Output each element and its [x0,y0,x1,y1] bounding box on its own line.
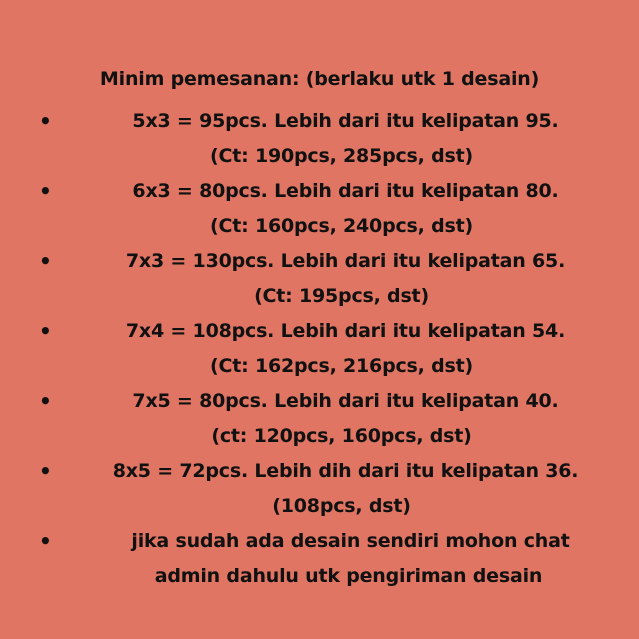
minimum-order-list [0,104,639,594]
rule-item-7x3 [0,244,639,314]
bullet-icon: • [39,179,52,203]
rule-main-text: 7x4 = 108pcs. Lebih dari itu kelipatan 54. [125,320,566,342]
bullet-icon: • [39,389,52,413]
bullet-icon: • [39,529,52,553]
bullet-icon: • [39,319,52,343]
rule-main-text: 5x3 = 95pcs. Lebih dari itu kelipatan 95. [132,110,559,132]
bullet-icon: • [39,459,52,483]
minimum-order-heading: Minim pemesanan: (berlaku utk 1 desain) [99,68,540,90]
rule-example-text: (ct: 120pcs, 160pcs, dst) [211,425,472,447]
note-text-line-2: admin dahulu utk pengiriman desain [154,565,543,587]
rule-example-text: (Ct: 162pcs, 216pcs, dst) [210,355,473,377]
note-text-line-1: jika sudah ada desain sendiri mohon chat [131,530,570,552]
rule-item-6x3 [0,174,639,244]
rule-item-5x3 [0,104,639,174]
bullet-icon: • [39,109,52,133]
rule-main-text: 8x5 = 72pcs. Lebih dih dari itu kelipatan 36. [112,460,579,482]
rule-example-text: (Ct: 195pcs, dst) [254,285,429,307]
bullet-icon: • [39,249,52,273]
rule-item-8x5 [0,454,639,524]
rule-example-text: (Ct: 160pcs, 240pcs, dst) [210,215,473,237]
rule-item-own-design-note [0,524,639,594]
rule-item-7x4 [0,314,639,384]
rule-main-text: 7x5 = 80pcs. Lebih dari itu kelipatan 40. [132,390,559,412]
rule-example-text: (Ct: 190pcs, 285pcs, dst) [210,145,473,167]
rule-item-7x5 [0,384,639,454]
rule-main-text: 7x3 = 130pcs. Lebih dari itu kelipatan 65. [125,250,566,272]
rule-example-text: (108pcs, dst) [272,495,411,517]
rule-main-text: 6x3 = 80pcs. Lebih dari itu kelipatan 80. [132,180,559,202]
